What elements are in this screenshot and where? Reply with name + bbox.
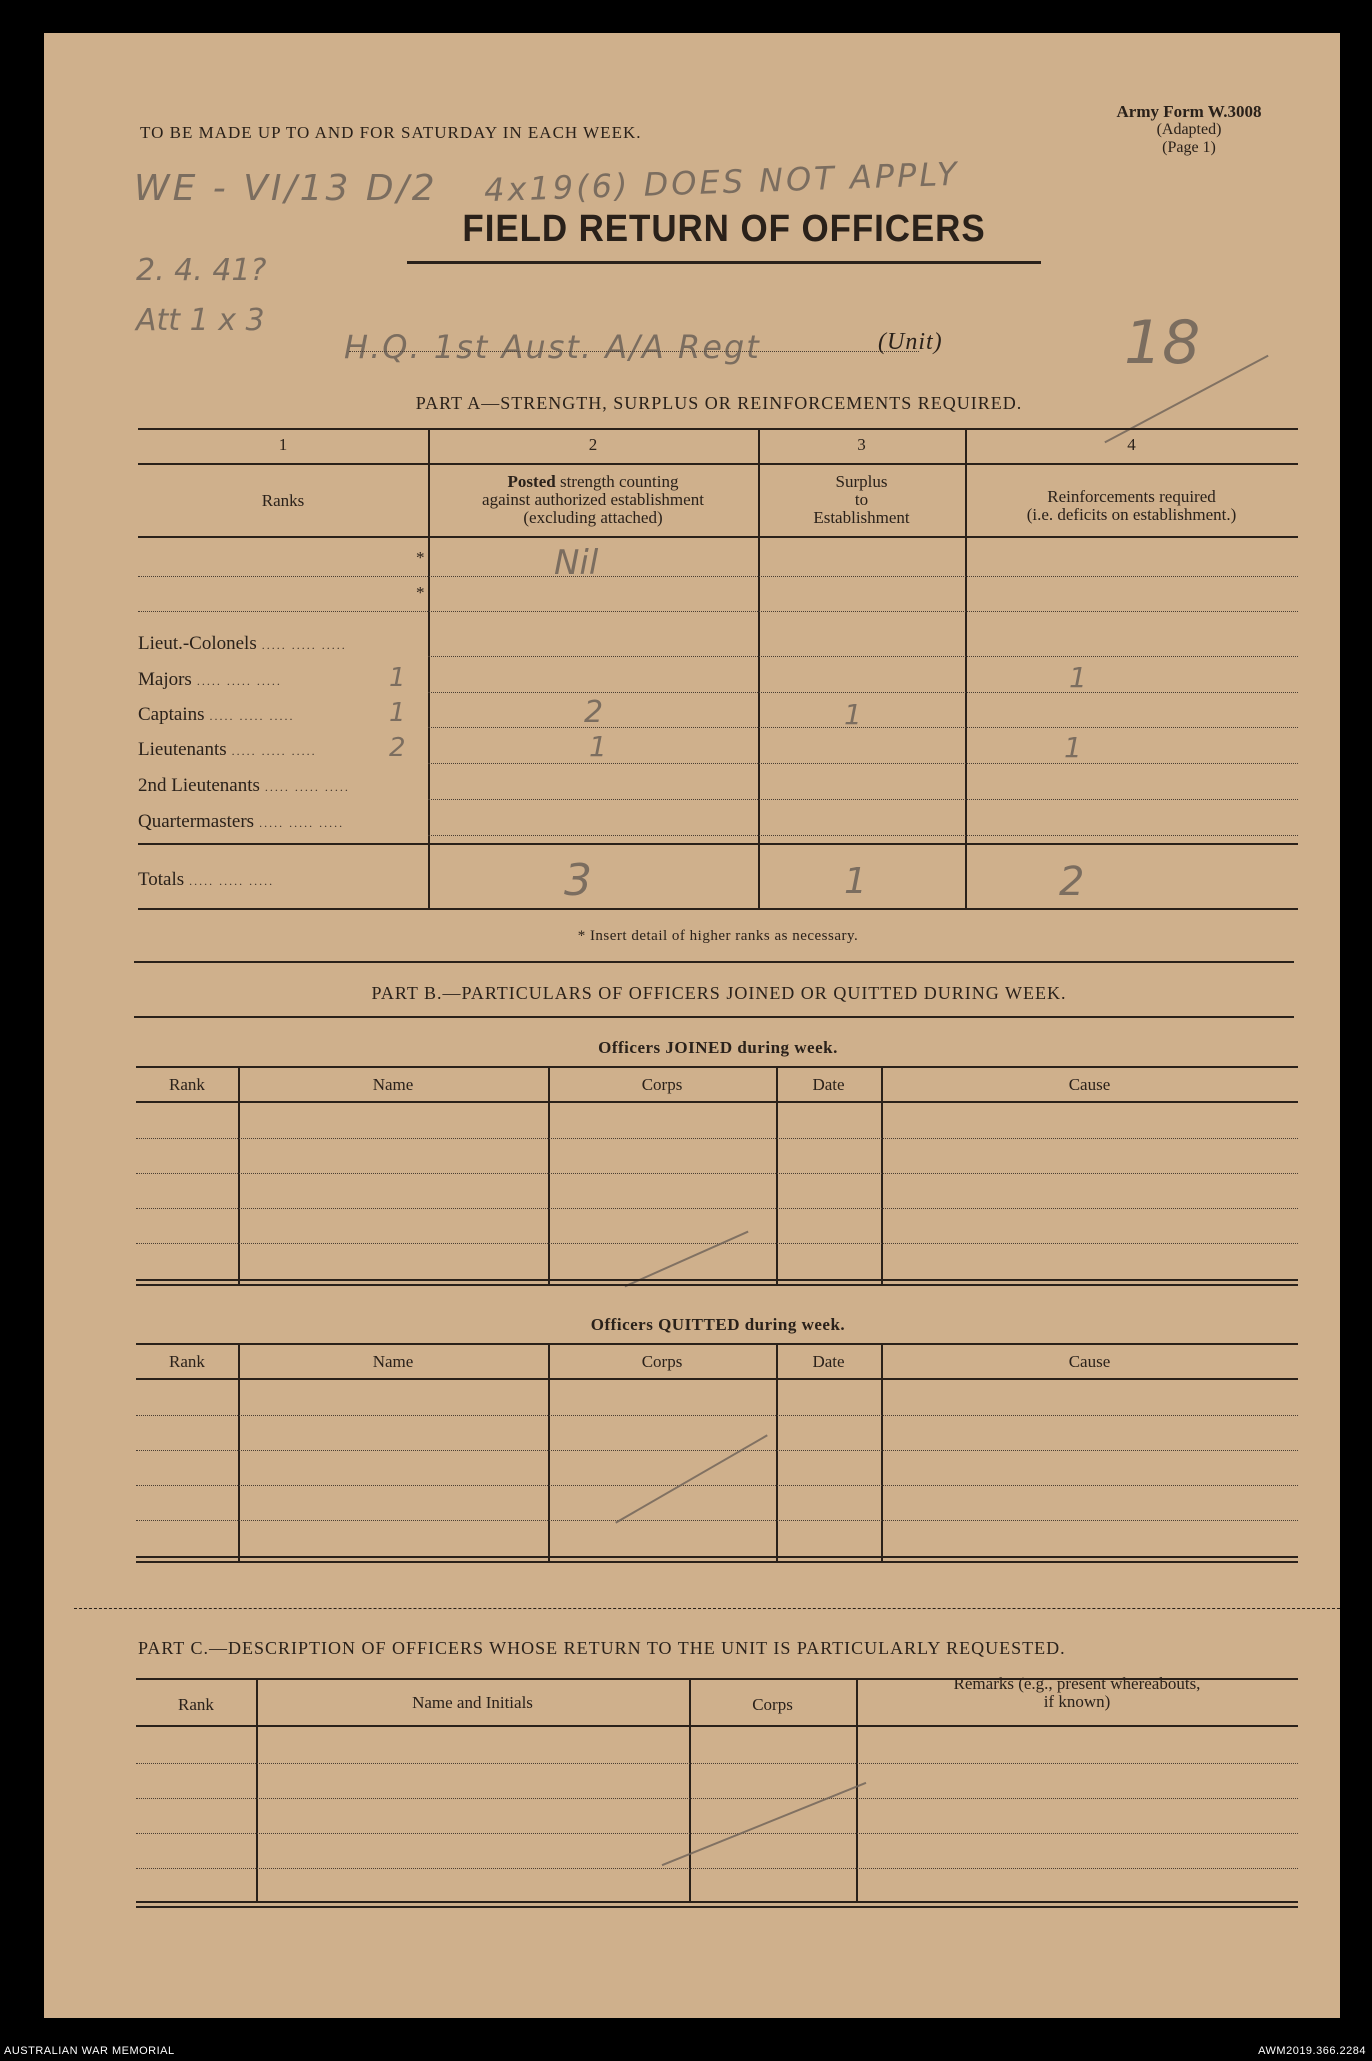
unit-value: H.Q. 1st Aust. A/A Regt bbox=[344, 328, 761, 366]
joined-col-cause: Cause bbox=[1068, 1075, 1111, 1094]
col-header-reinforcements bbox=[965, 488, 1298, 524]
quitted-div-2 bbox=[548, 1345, 550, 1563]
reinf-text-2: (i.e. deficits on establishment.) bbox=[1026, 505, 1237, 524]
part-b-heading: PART B.—PARTICULARS OF OFFICERS JOINED OR QUITTED DURING WEEK. bbox=[371, 983, 1067, 1003]
posted-lieutenants: 1 bbox=[589, 730, 607, 763]
rank-line-6 bbox=[428, 835, 1298, 836]
part-c-col-rank: Rank bbox=[178, 1695, 214, 1714]
joined-div-3 bbox=[776, 1068, 778, 1286]
part-c-col-corps: Corps bbox=[752, 1695, 793, 1714]
rank-line-2 bbox=[428, 692, 1298, 693]
part-a-heading: PART A—STRENGTH, SURPLUS OR REINFORCEMENTS REQUIRED. bbox=[415, 393, 1023, 413]
rank-leader-dots: ..... ..... ..... bbox=[226, 744, 317, 758]
surplus-text-1: Surplus bbox=[835, 472, 888, 491]
rank-label: 2nd Lieutenants bbox=[138, 775, 260, 796]
rank-leader-dots: ..... ..... ..... bbox=[254, 816, 345, 830]
quitted-row-line-2 bbox=[136, 1450, 1298, 1451]
pencil-reference-2: 4x19(6) DOES NOT APPLY bbox=[483, 154, 961, 210]
quitted-row-line-4 bbox=[136, 1520, 1298, 1521]
instruction-text: TO BE MADE UP TO AND FOR SATURDAY IN EACH WEEK. bbox=[140, 123, 642, 142]
posted-text-2: against authorized establishment bbox=[482, 490, 704, 509]
part-a-top-rule bbox=[138, 428, 1298, 430]
part-c-bottom-rule-1 bbox=[136, 1901, 1298, 1903]
part-b-top-rule bbox=[134, 1016, 1294, 1018]
joined-div-4 bbox=[881, 1068, 883, 1286]
part-c-row-line-3 bbox=[136, 1833, 1298, 1834]
rank-label: Captains bbox=[138, 704, 205, 725]
col-header-ranks: Ranks bbox=[261, 491, 305, 510]
joined-bottom-rule-2 bbox=[136, 1284, 1298, 1286]
rank-row-quartermasters bbox=[138, 811, 344, 833]
rank-row-lieut-colonels bbox=[138, 633, 347, 655]
footer-right: AWM2019.366.2284 bbox=[1258, 2045, 1366, 2057]
part-c-header-rule bbox=[136, 1725, 1298, 1727]
rank-line-1 bbox=[428, 656, 1298, 657]
rank-label: Majors bbox=[138, 669, 192, 690]
col-header-posted bbox=[428, 473, 758, 527]
rank-label: Lieutenants bbox=[138, 739, 227, 760]
rank-line-5 bbox=[428, 799, 1298, 800]
reinf-majors: 1 bbox=[1069, 661, 1087, 694]
footnote: * Insert detail of higher ranks as necessary. bbox=[577, 928, 859, 944]
col-number-3: 3 bbox=[857, 435, 866, 454]
joined-top-rule bbox=[136, 1066, 1298, 1068]
part-c-row-line-1 bbox=[136, 1763, 1298, 1764]
posted-bold: Posted bbox=[507, 472, 556, 491]
part-c-col-name: Name and Initials bbox=[412, 1693, 533, 1712]
quitted-col-cause: Cause bbox=[1068, 1352, 1111, 1371]
quitted-header-rule bbox=[136, 1378, 1298, 1380]
page-title: FIELD RETURN OF OFFICERS bbox=[462, 208, 986, 250]
star-row-1: * bbox=[416, 548, 425, 567]
joined-row-line-2 bbox=[136, 1173, 1298, 1174]
part-c-row-line-4 bbox=[136, 1868, 1298, 1869]
auth-majors: 1 bbox=[389, 663, 406, 693]
quitted-bottom-rule-2 bbox=[136, 1561, 1298, 1563]
rank-label: Lieut.-Colonels bbox=[138, 633, 257, 654]
col-number-1: 1 bbox=[278, 435, 288, 454]
surplus-text-2: to bbox=[854, 490, 869, 509]
part-c-pencil-strike bbox=[662, 1782, 867, 1866]
part-c-bottom-rule-2 bbox=[136, 1906, 1298, 1908]
totals-posted: 3 bbox=[564, 855, 592, 906]
title-underline bbox=[407, 261, 1041, 264]
star-row-line-2 bbox=[138, 611, 1298, 612]
col-number-2: 2 bbox=[588, 435, 598, 454]
rank-leader-dots: ..... ..... ..... bbox=[191, 674, 282, 688]
joined-col-rank: Rank bbox=[169, 1075, 205, 1094]
joined-row-line-3 bbox=[136, 1208, 1298, 1209]
form-id: Army Form W.3008 bbox=[1116, 102, 1262, 121]
pencil-reference-1: WE - VI/13 D/2 bbox=[134, 168, 438, 209]
joined-header-rule bbox=[136, 1101, 1298, 1103]
auth-captains: 1 bbox=[389, 698, 406, 728]
reinf-lieutenants: 1 bbox=[1064, 731, 1082, 764]
quitted-div-4 bbox=[881, 1345, 883, 1563]
pencil-nil: Nil bbox=[554, 543, 599, 583]
rank-row-captains bbox=[138, 704, 295, 726]
star-row-2: * bbox=[416, 583, 425, 602]
totals-bottom-rule bbox=[138, 908, 1298, 910]
form-page: (Page 1) bbox=[1162, 139, 1216, 156]
joined-col-date: Date bbox=[812, 1075, 845, 1094]
col-header-surplus bbox=[758, 473, 965, 527]
auth-lieutenants: 2 bbox=[389, 733, 406, 763]
form-adapted: (Adapted) bbox=[1156, 121, 1222, 138]
form-paper bbox=[44, 33, 1340, 2018]
joined-bottom-rule-1 bbox=[136, 1279, 1298, 1281]
quitted-top-rule bbox=[136, 1343, 1298, 1345]
quitted-bottom-rule-1 bbox=[136, 1556, 1298, 1558]
rank-line-4 bbox=[428, 763, 1298, 764]
totals-surplus: 1 bbox=[844, 861, 867, 902]
joined-title: Officers JOINED during week. bbox=[598, 1038, 838, 1057]
posted-text-3: (excluding attached) bbox=[523, 508, 663, 527]
part-a-end-rule bbox=[134, 961, 1294, 963]
part-c-row-line-2 bbox=[136, 1798, 1298, 1799]
rank-leader-dots: ..... ..... ..... bbox=[204, 709, 295, 723]
quitted-title: Officers QUITTED during week. bbox=[590, 1315, 846, 1334]
quitted-col-name: Name bbox=[372, 1352, 414, 1371]
quitted-col-date: Date bbox=[812, 1352, 845, 1371]
joined-div-1 bbox=[238, 1068, 240, 1286]
joined-col-name: Name bbox=[372, 1075, 414, 1094]
quitted-row-line-3 bbox=[136, 1485, 1298, 1486]
pencil-reference-3: 2. 4. 41? bbox=[136, 253, 267, 288]
form-id-block bbox=[1064, 103, 1314, 157]
star-row-line-1 bbox=[138, 576, 1298, 577]
quitted-col-rank: Rank bbox=[169, 1352, 205, 1371]
rank-line-3 bbox=[428, 727, 1298, 728]
reinf-text-1: Reinforcements required bbox=[1047, 487, 1216, 506]
posted-captains: 2 bbox=[584, 695, 604, 730]
rank-row-2nd-lieutenants bbox=[138, 775, 350, 797]
remarks-text-1: Remarks (e.g., present whereabouts, bbox=[953, 1674, 1201, 1693]
joined-div-2 bbox=[548, 1068, 550, 1286]
rank-leader-dots: ..... ..... ..... bbox=[184, 874, 275, 888]
surplus-captains: 1 bbox=[844, 698, 862, 731]
pencil-number: 18 bbox=[1124, 308, 1201, 378]
col-number-4: 4 bbox=[1127, 435, 1136, 454]
rank-row-majors bbox=[138, 669, 282, 691]
posted-text-1: strength counting bbox=[559, 472, 679, 491]
part-c-heading: PART C.—DESCRIPTION OF OFFICERS WHOSE RETURN TO THE UNIT IS PARTICULARLY REQUESTED. bbox=[138, 1638, 1066, 1658]
quitted-pencil-strike bbox=[615, 1434, 768, 1523]
joined-row-line-1 bbox=[136, 1138, 1298, 1139]
footer-left: AUSTRALIAN WAR MEMORIAL bbox=[4, 2045, 175, 2057]
rank-leader-dots: ..... ..... ..... bbox=[256, 638, 347, 652]
totals-top-rule bbox=[138, 843, 1298, 845]
part-a-header-rule bbox=[138, 536, 1298, 538]
totals-label: Totals bbox=[138, 869, 185, 890]
unit-label: (Unit) bbox=[878, 329, 943, 355]
quitted-row-line-1 bbox=[136, 1415, 1298, 1416]
pencil-reference-4: Att 1 x 3 bbox=[136, 303, 265, 338]
part-a-number-rule bbox=[138, 463, 1298, 465]
rank-row-lieutenants bbox=[138, 739, 317, 761]
perforation-line bbox=[74, 1608, 1340, 1609]
surplus-text-3: Establishment bbox=[813, 508, 910, 527]
totals-row bbox=[138, 869, 274, 891]
quitted-col-corps: Corps bbox=[641, 1352, 683, 1371]
rank-label: Quartermasters bbox=[138, 811, 255, 832]
remarks-text-2: if known) bbox=[1043, 1692, 1111, 1711]
totals-reinf: 2 bbox=[1059, 859, 1085, 905]
part-c-col-remarks bbox=[856, 1675, 1298, 1711]
quitted-div-3 bbox=[776, 1345, 778, 1563]
unit-dotted-line bbox=[349, 351, 919, 352]
joined-col-corps: Corps bbox=[641, 1075, 683, 1094]
quitted-div-1 bbox=[238, 1345, 240, 1563]
rank-leader-dots: ..... ..... ..... bbox=[259, 780, 350, 794]
